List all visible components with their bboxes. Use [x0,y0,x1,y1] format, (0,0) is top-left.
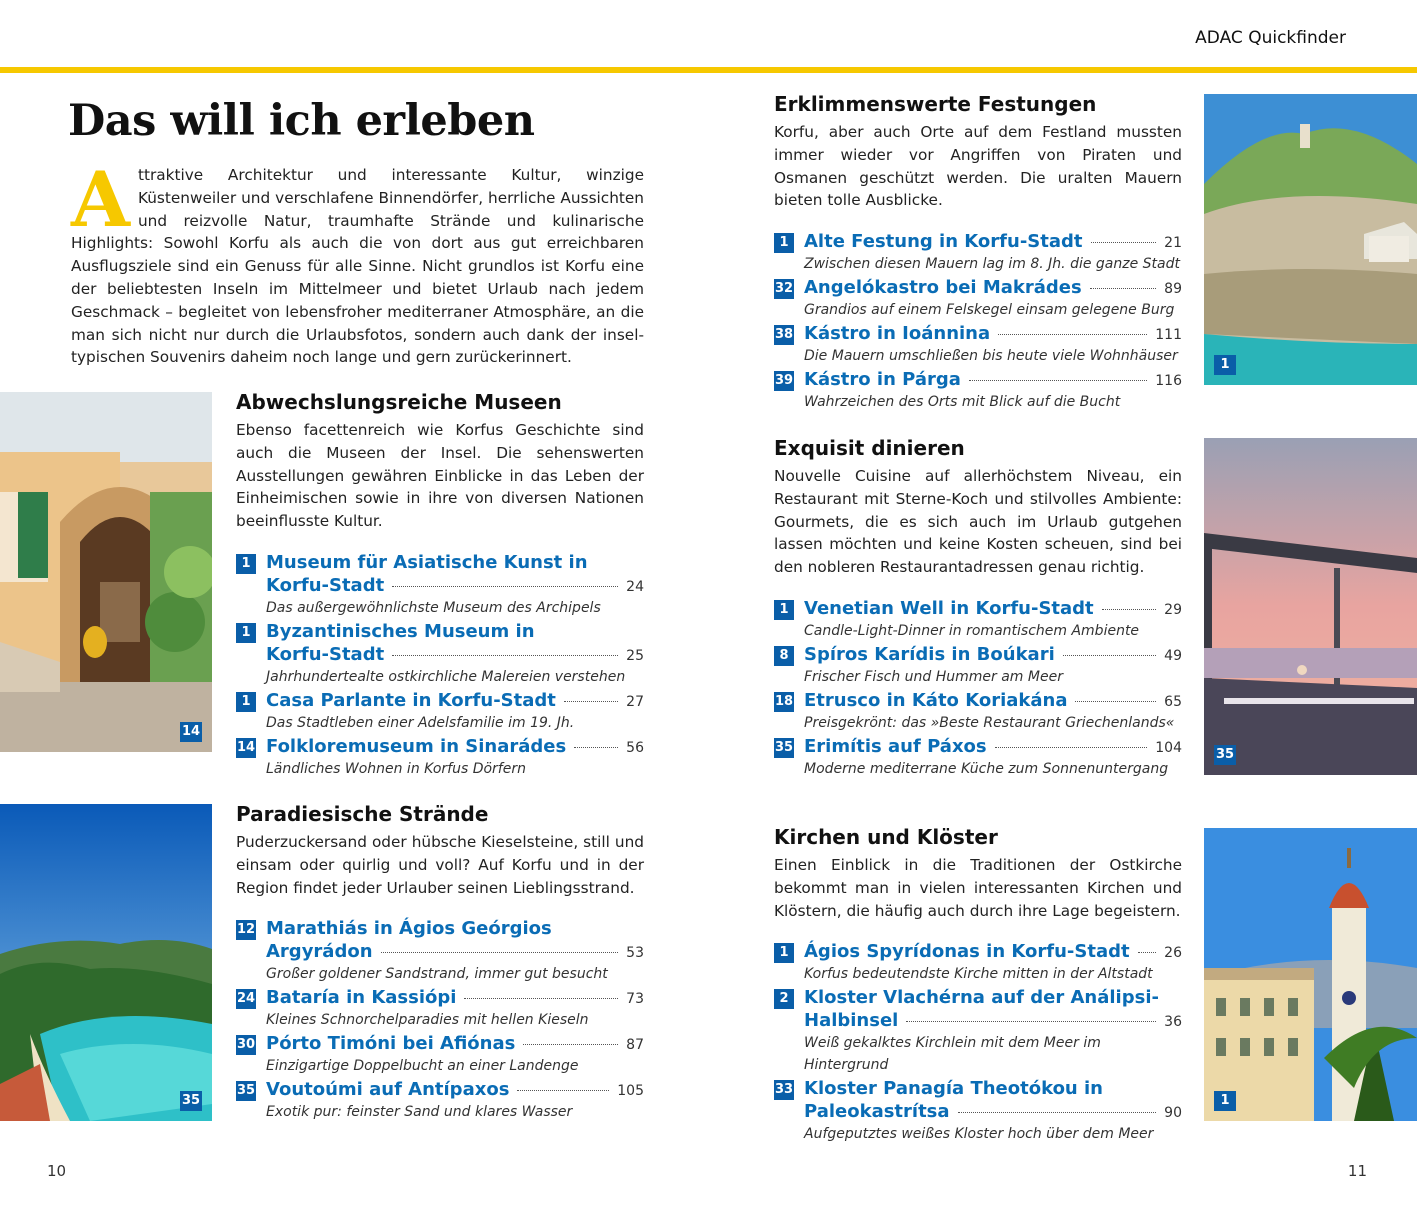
entry-title[interactable]: Folkloremuseum in Sinarádes [266,735,567,757]
leader-dots [517,1090,609,1091]
page-ref[interactable]: 49 [1164,647,1182,664]
entry-title[interactable]: Etrusco in Káto Koriakána [804,689,1068,711]
entry-subtitle: Aufgeputztes weißes Kloster hoch über dem Meer [804,1126,1154,1143]
map-number: 39 [774,371,794,391]
map-number: 1 [774,233,794,253]
museum-photo [0,392,212,752]
map-number: 1 [774,943,794,963]
leader-dots [392,655,618,656]
page-ref[interactable]: 87 [626,1037,644,1054]
page-ref[interactable]: 36 [1164,1014,1182,1031]
section-text: Einen Einblick in die Traditionen der Ostkirche bekommt man in vielen interessanten Kirchen und Klöstern, die häufig auch durch ihre Lage begeistern. [774,856,1182,920]
section-dinieren [774,436,1182,781]
entry-subtitle: Candle-Light-Dinner in romantischem Ambiente [804,622,1140,639]
section-text: Korfu, aber auch Orte auf dem Festland mussten immer wieder vor Angriffen von Piraten und Osmanen geschützt werden. Die uralten Mauern bieten tolle Ausblicke. [774,123,1182,210]
section-text: Puderzuckersand oder hübsche Kieselsteine, still und einsam oder quirlig und voll? Auf Korfu und in der Region findet jeder Urlauber seinen Lieblingsstrand. [236,833,644,897]
map-number: 35 [236,1081,256,1101]
leader-dots [1063,655,1156,656]
restaurant-photo [1204,438,1417,775]
list-item[interactable] [774,643,1182,688]
entry-subtitle: Preisgekrönt: das »Beste Restaurant Griechenlands« [804,714,1175,731]
entry-title[interactable]: Halbinsel [804,1010,899,1032]
map-number-badge: 1 [1214,1091,1236,1111]
entry-title[interactable]: Spíros Karídis in Boúkari [804,643,1055,665]
list-item[interactable] [236,1078,644,1123]
map-number-badge: 35 [1214,745,1236,765]
entry-title[interactable]: Kástro in Ioánnina [804,323,991,345]
list-item[interactable] [236,917,644,985]
section-straende [236,802,644,1124]
entry-title[interactable]: Voutoúmi auf Antípaxos [266,1079,510,1101]
page-ref[interactable]: 26 [1164,945,1182,962]
section-text: Ebenso facettenreich wie Korfus Geschichte sind auch die Museen der Insel. Die sehenswerten Ausstellungen gewähren Einblicke in das Leben der Einheimischen sowie in ihre von diversen Nationen beeinflusste Kultur. [236,421,644,531]
page-ref[interactable]: 105 [617,1083,644,1100]
page-ref[interactable]: 111 [1155,327,1182,344]
list-item[interactable] [774,689,1182,734]
entry-subtitle: Das Stadtleben einer Adelsfamilie im 19. Jh. [266,714,575,731]
page-number-right: 11 [1347,1162,1367,1180]
entry-subtitle: Jahrhundertealte ostkirchliche Malereien verstehen [266,668,626,685]
entry-subtitle: Frischer Fisch und Hummer am Meer [804,668,1063,685]
page-title: Das will ich erleben [68,96,535,146]
map-number: 1 [236,692,256,712]
entry-subtitle: Die Mauern umschließen bis heute viele Wohnhäuser [804,348,1178,365]
entry-title-line[interactable]: Marathiás in Ágios Geórgios [266,918,552,940]
list-item[interactable] [774,276,1182,321]
entry-title[interactable]: Pórto Timóni bei Afiónas [266,1033,516,1055]
entry-title-line[interactable]: Kloster Vlachérna auf der Análipsi- [804,987,1159,1009]
section-text: Nouvelle Cuisine auf allerhöchstem Niveau, ein Restaurant mit Sterne-Koch und stilvolles Ambiente: Gourmets, die es sich auch im Urlaub gutgehen lassen möchten und keine Kosten scheuen, sind bei den nobleren Restaurantadressen genau richtig. [774,467,1182,577]
section-title: Abwechslungsreiche Museen [236,390,562,414]
entry-title[interactable]: Erimítis auf Páxos [804,735,987,757]
map-number: 1 [236,554,256,574]
section-museen [236,390,644,781]
leader-dots [523,1044,618,1045]
entry-subtitle: Moderne mediterrane Küche zum Sonnenuntergang [804,760,1169,777]
entry-title[interactable]: Casa Parlante in Korfu-Stadt [266,689,556,711]
page-ref[interactable]: 65 [1164,693,1182,710]
list-item[interactable] [774,322,1182,367]
map-number: 33 [774,1080,794,1100]
map-number-badge: 14 [180,722,202,742]
entry-subtitle: Das außergewöhnlichste Museum des Archipels [266,599,601,616]
page-ref[interactable]: 21 [1164,235,1182,252]
list-item[interactable] [236,551,644,619]
list-item[interactable] [774,735,1182,780]
list-item[interactable] [774,940,1182,985]
entry-subtitle: Großer goldener Sandstrand, immer gut besucht [266,966,608,983]
entry-title-line[interactable]: Byzantinisches Museum in [266,620,535,642]
leader-dots [998,334,1147,335]
fortress-photo [1204,94,1417,385]
section-title: Paradiesische Strände [236,802,489,826]
leader-dots [969,380,1147,381]
entry-title[interactable]: Angelókastro bei Makrádes [804,277,1082,299]
entry-subtitle: Wahrzeichen des Orts mit Blick auf die Bucht [804,394,1121,411]
leader-dots [1075,701,1156,702]
leader-dots [392,586,618,587]
page-ref[interactable]: 90 [1164,1105,1182,1122]
drop-cap: A [71,155,130,244]
map-number: 8 [774,646,794,666]
leader-dots [1091,242,1157,243]
leader-dots [958,1112,1157,1113]
list-item[interactable] [774,597,1182,642]
yellow-rule [0,67,1417,73]
page-ref[interactable]: 24 [626,578,644,595]
map-number-badge: 1 [1214,355,1236,375]
map-number: 14 [236,738,256,758]
entry-subtitle: Exotik pur: feinster Sand und klares Wasser [266,1104,573,1121]
leader-dots [1102,609,1157,610]
section-title: Exquisit dinieren [774,436,965,460]
list-item[interactable] [774,368,1182,413]
map-number: 12 [236,920,256,940]
entry-title[interactable]: Argyrádon [266,941,373,963]
page-ref[interactable]: 104 [1155,739,1182,756]
list-item[interactable] [236,1032,644,1077]
page-ref[interactable]: 73 [626,991,644,1008]
list-item[interactable] [774,230,1182,275]
entry-title[interactable]: Alte Festung in Korfu-Stadt [804,231,1083,253]
entry-title[interactable]: Korfu-Stadt [266,643,385,665]
map-number: 2 [774,989,794,1009]
entry-subtitle: Grandios auf einem Felskegel einsam gelegene Burg [804,302,1175,319]
map-number: 1 [774,600,794,620]
page-ref[interactable]: 53 [626,945,644,962]
page-number-left: 10 [47,1162,67,1180]
map-number-badge: 35 [180,1091,202,1111]
church-photo [1204,828,1417,1121]
leader-dots [381,952,619,953]
page-ref[interactable]: 27 [626,693,644,710]
entry-subtitle: Weiß gekalktes Kirchlein mit dem Meer im Hintergrund [804,1035,1101,1074]
leader-dots [564,701,618,702]
entry-title-line[interactable]: Kloster Panagía Theotókou in [804,1078,1103,1100]
quickfinder-label: ADAC Quickfinder [1195,28,1346,48]
list-item[interactable] [236,620,644,688]
list-item[interactable] [774,1077,1182,1145]
entry-subtitle: Einzigartige Doppelbucht an einer Landenge [266,1058,579,1075]
entry-subtitle: Zwischen diesen Mauern lag im 8. Jh. die ganze Stadt [804,256,1180,273]
map-number: 38 [774,325,794,345]
entry-title[interactable]: Ágios Spyrídonas in Korfu-Stadt [804,941,1130,963]
page-ref[interactable]: 116 [1155,373,1182,390]
list-item[interactable] [236,735,644,780]
intro-text: ttraktive Architektur und interessante Kultur, winzige Küstenweiler und verschlafene Binnendörfer, herrliche Aussichten und reizvolle Natur, traumhafte Strände und kulinarische Highlights: Sowohl Korfu als auch die von dort aus gut erreichbaren Ausflugsziele sind ein Genuss für alle Sinne. Nicht grundlos ist Korfu eine der beliebtesten Inseln im Mittelmeer und bietet Urlaub nach jedem Geschmack – begleitet von lebensfroher mediterraner Atmosphäre, an die man sich nicht nur durch die Urlaubsfotos, sondern auch dank der inseltypischen Souvenirs daheim noch lange und gern zurückerinnert. [71,166,644,367]
page-ref[interactable]: 89 [1164,281,1182,298]
map-number: 18 [774,692,794,712]
page-ref[interactable]: 25 [626,647,644,664]
intro-paragraph [71,155,644,369]
entry-title-line[interactable]: Museum für Asiatische Kunst in [266,551,588,573]
section-title: Kirchen und Klöster [774,825,998,849]
entry-title[interactable]: Kástro in Párga [804,369,961,391]
beach-photo [0,804,212,1121]
entry-title[interactable]: Venetian Well in Korfu-Stadt [804,597,1094,619]
leader-dots [995,747,1148,748]
map-number: 32 [774,279,794,299]
list-item[interactable] [774,986,1182,1076]
entry-title[interactable]: Korfu-Stadt [266,574,385,596]
leader-dots [574,747,618,748]
section-title: Erklimmenswerte Festungen [774,92,1097,116]
page-ref[interactable]: 29 [1164,601,1182,618]
map-number: 1 [236,623,256,643]
leader-dots [906,1021,1156,1022]
page-ref[interactable]: 56 [626,739,644,756]
entry-title[interactable]: Bataría in Kassiópi [266,987,457,1009]
map-number: 35 [774,738,794,758]
list-item[interactable] [236,986,644,1031]
entry-subtitle: Korfus bedeutendste Kirche mitten in der Altstadt [804,966,1153,983]
leader-dots [1090,288,1156,289]
section-festungen [774,92,1182,414]
map-number: 30 [236,1035,256,1055]
leader-dots [1138,952,1157,953]
entry-title[interactable]: Paleokastrítsa [804,1101,950,1123]
list-item[interactable] [236,689,644,734]
entry-subtitle: Kleines Schnorchelparadies mit hellen Kieseln [266,1012,589,1029]
entry-subtitle: Ländliches Wohnen in Korfus Dörfern [266,760,526,777]
leader-dots [464,998,618,999]
section-kirchen [774,825,1182,1146]
map-number: 24 [236,989,256,1009]
